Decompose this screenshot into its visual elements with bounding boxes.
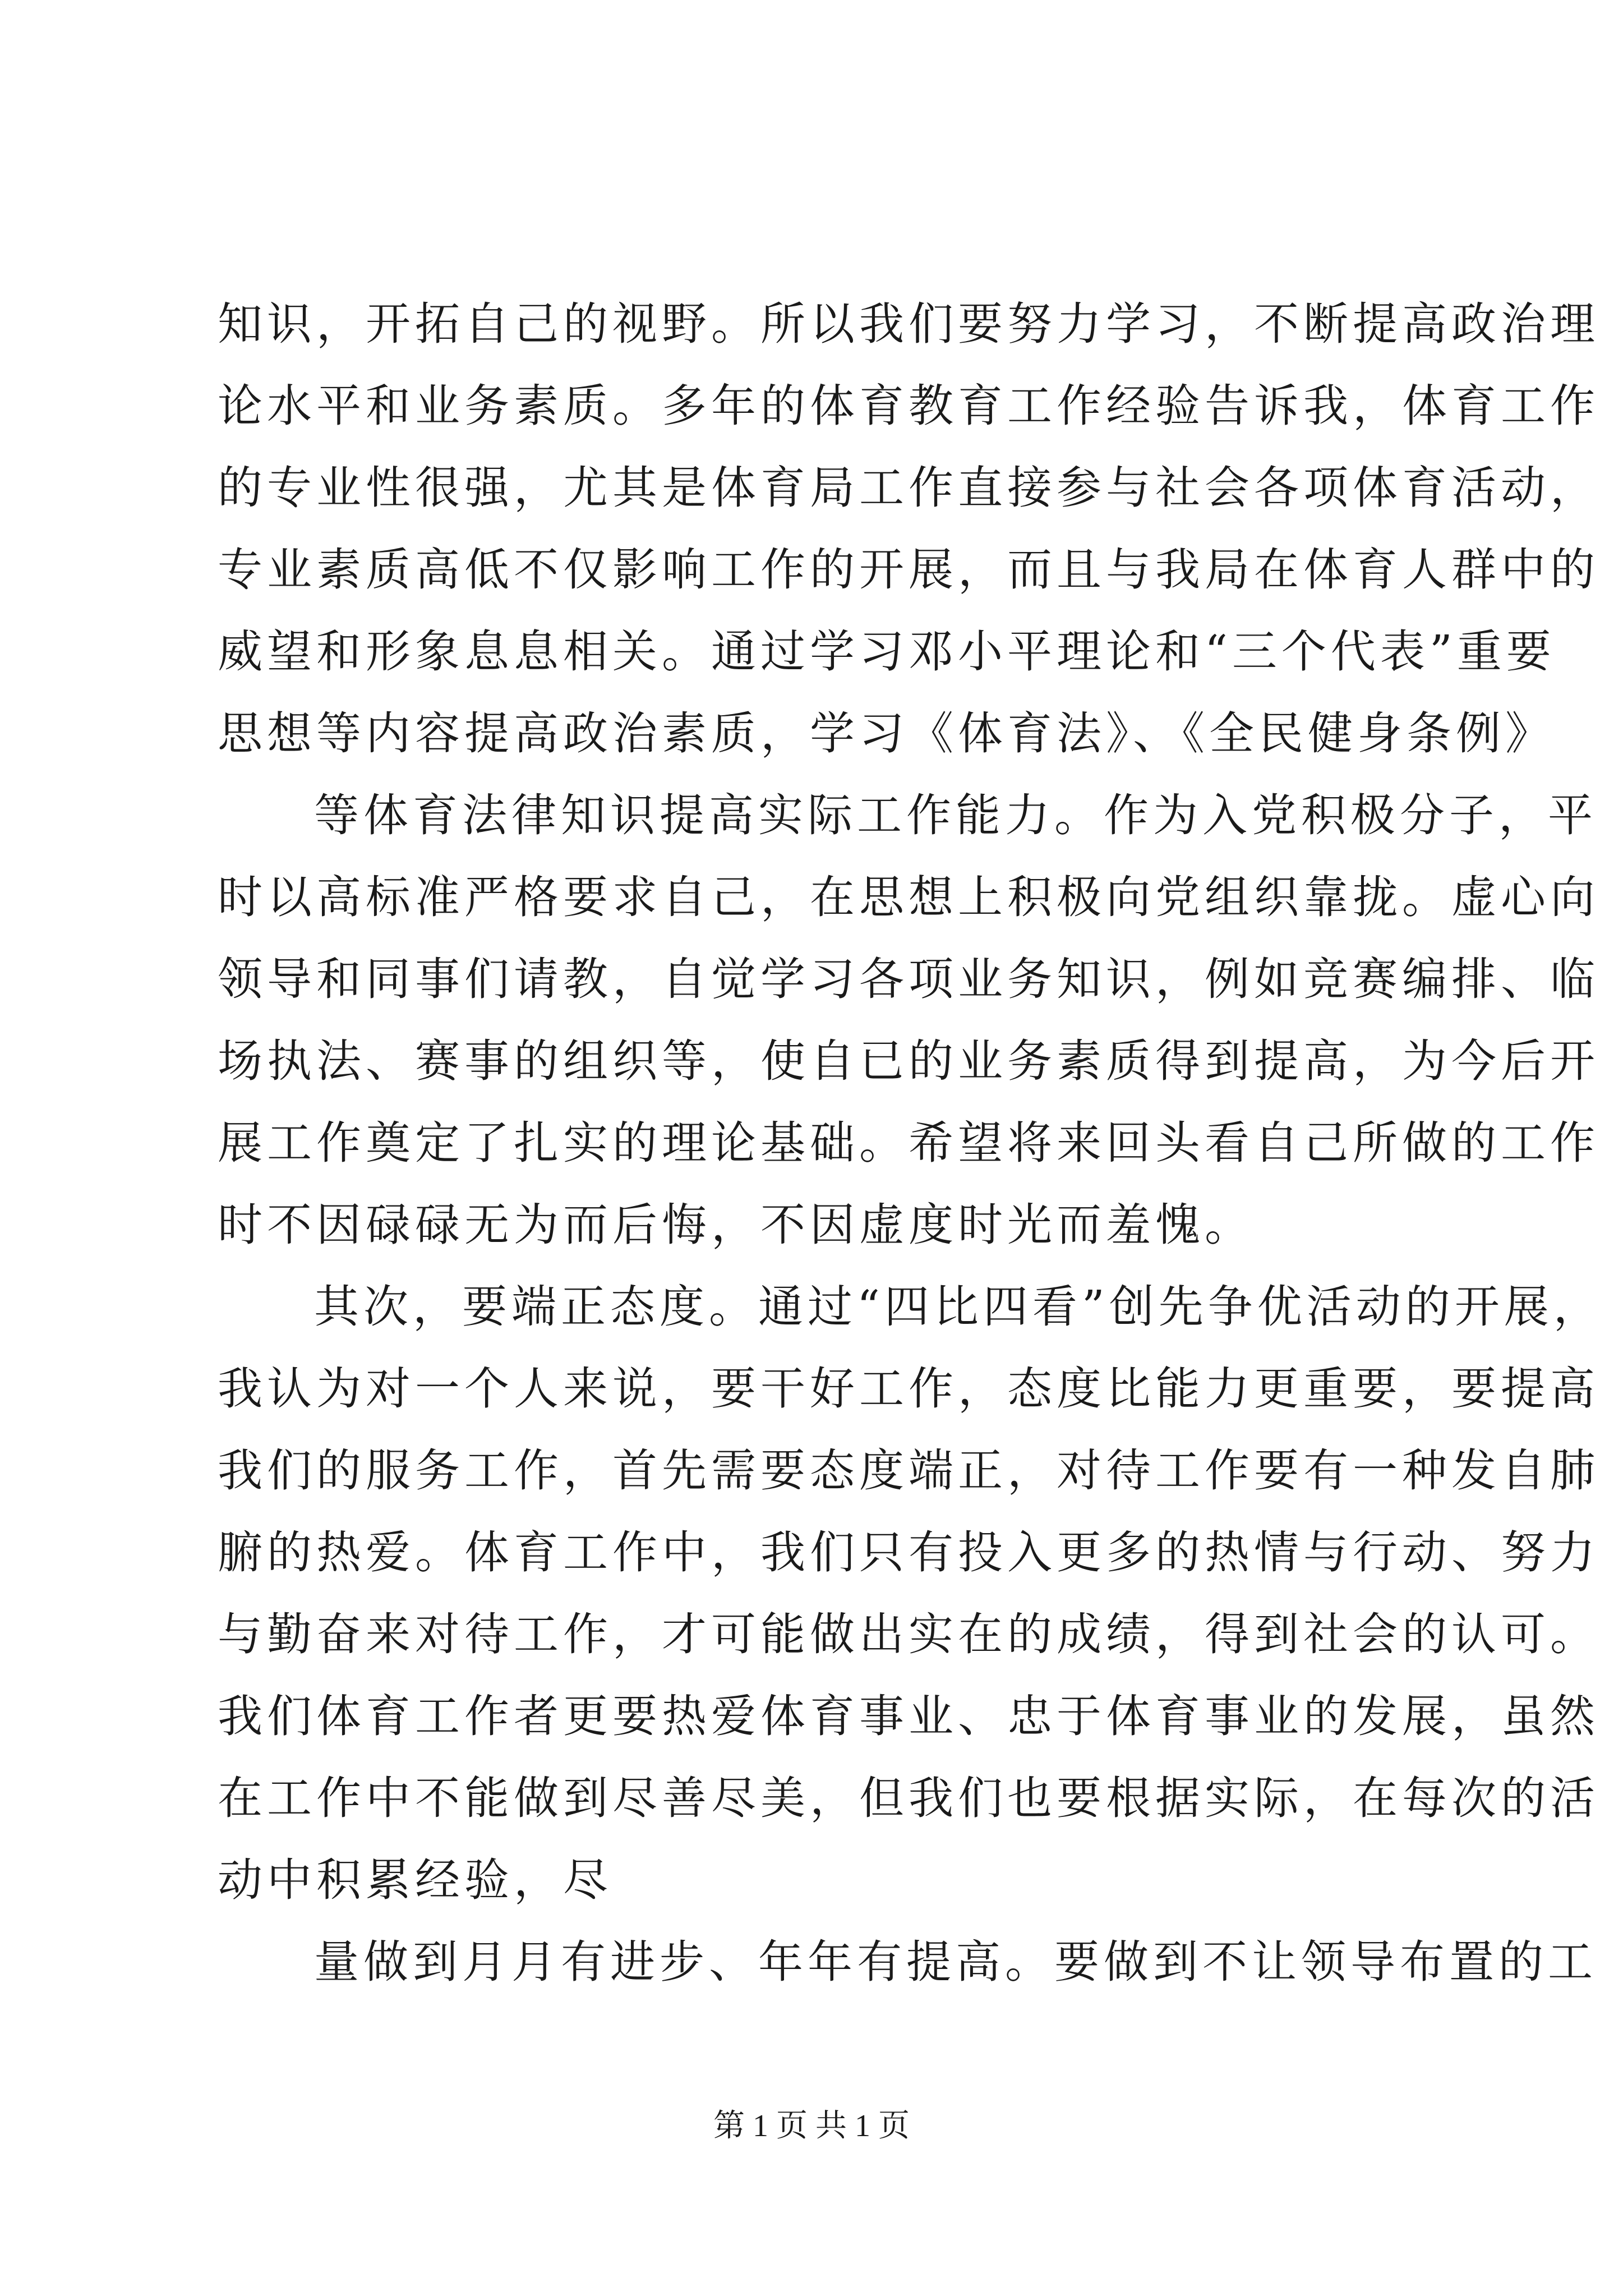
text-line: 威望和形象息息相关。通过学习邓小平理论和“三个代表”重要 <box>218 625 1556 678</box>
text-line: 时不因碌碌无为而后悔，不因虚度时光而羞愧。 <box>218 1199 1254 1251</box>
text-line: 动中积累经验，尽 <box>218 1854 612 1906</box>
text-line: 论水平和业务素质。多年的体育教育工作经验告诉我，体育工作 <box>218 380 1599 432</box>
text-line: 的专业性很强，尤其是体育局工作直接参与社会各项体育活动， <box>218 462 1599 514</box>
text-line: 我们的服务工作，首先需要态度端正，对待工作要有一种发自肺 <box>218 1444 1599 1497</box>
paragraph-4 <box>218 1921 1597 2003</box>
text-line: 专业素质高低不仅影响工作的开展，而且与我局在体育人群中的 <box>218 544 1599 596</box>
paragraph-3 <box>218 1266 1603 1921</box>
text-line: 我们体育工作者更要热爱体育事业、忠于体育事业的发展，虽然 <box>218 1690 1599 1742</box>
paragraph-2 <box>218 775 1599 1266</box>
paragraph-1 <box>218 283 1599 775</box>
text-line: 思想等内容提高政治素质，学习《体育法》、《全民健身条例》 <box>218 707 1555 760</box>
text-line: 知识，开拓自己的视野。所以我们要努力学习，不断提高政治理 <box>218 298 1599 350</box>
text-line: 我认为对一个人来说，要干好工作，态度比能力更重要，要提高 <box>218 1363 1599 1415</box>
text-line: 其次，要端正态度。通过“四比四看”创先争优活动的开展， <box>314 1281 1603 1333</box>
text-line: 等体育法律知识提高实际工作能力。作为入党积极分子，平 <box>314 789 1597 841</box>
text-line: 在工作中不能做到尽善尽美，但我们也要根据实际，在每次的活 <box>218 1772 1599 1824</box>
page-footer: 第 1 页 共 1 页 <box>713 2109 910 2143</box>
text-line: 与勤奋来对待工作，才可能做出实在的成绩，得到社会的认可。 <box>218 1608 1599 1660</box>
text-line: 腑的热爱。体育工作中，我们只有投入更多的热情与行动、努力 <box>218 1526 1599 1579</box>
text-line: 量做到月月有进步、年年有提高。要做到不让领导布置的工 <box>314 1936 1597 1988</box>
text-line: 展工作奠定了扎实的理论基础。希望将来回头看自己所做的工作 <box>218 1117 1599 1169</box>
text-line: 时以高标准严格要求自己，在思想上积极向党组织靠拢。虚心向 <box>218 871 1599 923</box>
document-body <box>218 283 1603 2003</box>
text-line: 领导和同事们请教，自觉学习各项业务知识，例如竞赛编排、临 <box>218 953 1599 1005</box>
text-line: 场执法、赛事的组织等，使自已的业务素质得到提高，为今后开 <box>218 1035 1599 1087</box>
